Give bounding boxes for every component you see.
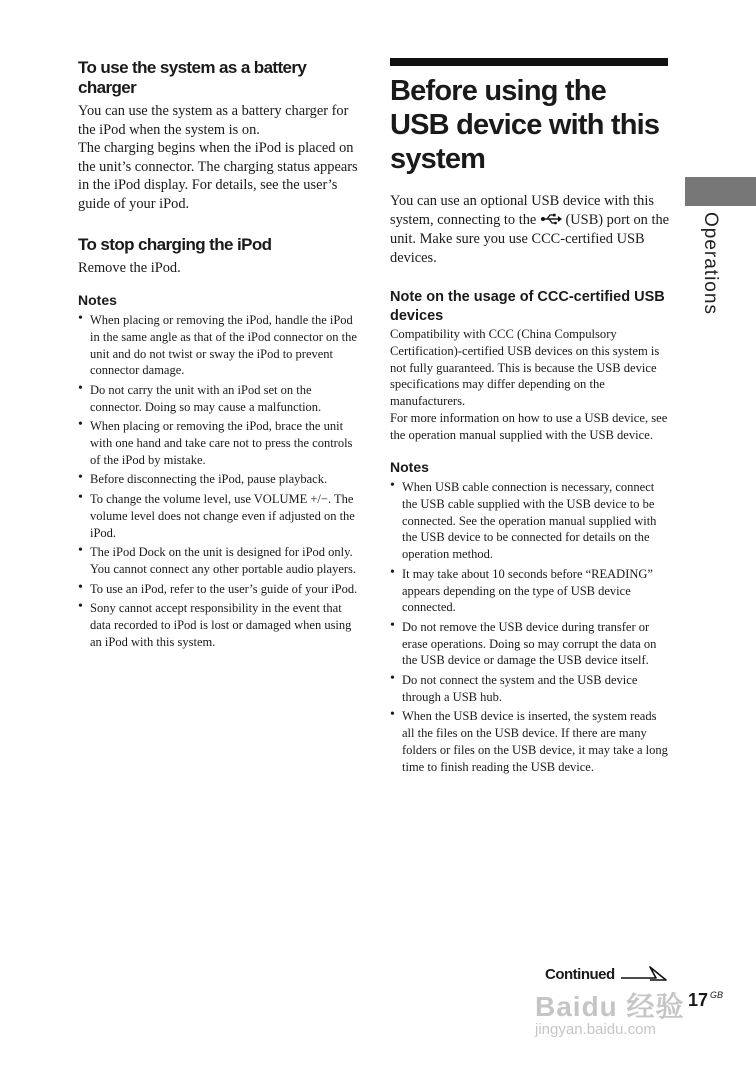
list-item: • When placing or removing the iPod, brace the unit with one hand and take care not to press the controls of the iPod by mistake. <box>78 418 358 468</box>
right-notes-heading: Notes <box>390 459 429 476</box>
list-item: • The iPod Dock on the unit is designed for iPod only. You cannot connect any other portable audio players. <box>78 544 358 577</box>
section-tab <box>685 177 756 206</box>
watermark-main: Baidu 经验 <box>535 991 685 1022</box>
charger-heading: To use the system as a battery charger <box>78 58 307 97</box>
page-number: 17 <box>688 990 709 1010</box>
charger-paragraph-2: The charging begins when the iPod is placed on the unit’s connector. The charging status appears in the iPod display. For details, see the user’s guide of your iPod. <box>78 140 358 212</box>
continued-label: Continued <box>545 966 615 983</box>
ccc-paragraph-1: Compatibility with CCC (China Compulsory Certification)-certified USB devices on this system is not fully guaranteed. This is because the USB device specifications may differ depending on the manufacturers. <box>390 327 660 409</box>
right-column <box>390 58 670 778</box>
usb-intro-after-icon: (USB) port on the unit. Make sure you use CCC-certified USB devices. <box>390 211 670 266</box>
section-label: Operations <box>700 212 721 315</box>
page-title: Before using the USB device with this system <box>390 75 660 175</box>
ccc-heading: Note on the usage of CCC-certified USB devices <box>390 289 665 325</box>
watermark-sub: jingyan.baidu.com <box>535 1021 656 1038</box>
right-notes-list <box>390 479 670 775</box>
list-item: • It may take about 10 seconds before “READING” appears depending on the type of USB device connected. <box>390 566 670 616</box>
usb-intro-before-icon: You can use an optional USB device with this system, connecting to the <box>390 193 654 228</box>
section-rule <box>390 58 668 66</box>
list-item: • When USB cable connection is necessary, connect the USB cable supplied with the USB device to be connected. See the operation manual supplied with the USB device to be connected for details on the operation method. <box>390 479 670 563</box>
list-item: • Do not carry the unit with an iPod set on the connector. Doing so may cause a malfunction. <box>78 382 358 415</box>
stop-charging-paragraph: Remove the iPod. <box>78 259 181 276</box>
list-item: • When the USB device is inserted, the system reads all the files on the USB device. If there are many folders or files on the USB device, it may take a long time to finish reading the USB device. <box>390 708 670 775</box>
list-item: • When placing or removing the iPod, handle the iPod in the same angle as that of the iPod connector on the unit and do not twist or sway the iPod to prevent connector damage. <box>78 312 358 379</box>
usb-icon <box>540 212 562 231</box>
list-item: • To change the volume level, use VOLUME +/−. The volume level does not change even if adjusted on the iPod. <box>78 491 358 541</box>
left-notes-heading: Notes <box>78 292 117 309</box>
left-notes-list <box>78 312 358 650</box>
list-item: • Before disconnecting the iPod, pause playback. <box>78 471 358 488</box>
list-item: • To use an iPod, refer to the user’s guide of your iPod. <box>78 581 358 598</box>
usb-intro-paragraph <box>390 192 670 267</box>
ccc-paragraph-2: For more information on how to use a USB device, see the operation manual supplied with the USB device. <box>390 410 668 442</box>
charger-paragraph-1: You can use the system as a battery charger for the iPod when the system is on. <box>78 103 349 138</box>
left-column <box>78 58 358 654</box>
page-suffix: GB <box>710 990 724 1000</box>
list-item: • Do not remove the USB device during transfer or erase operations. Doing so may corrupt the data on the USB device or damage the USB device itself. <box>390 619 670 669</box>
stop-charging-heading: To stop charging the iPod <box>78 234 272 254</box>
continued-arrow-icon <box>620 964 668 984</box>
list-item: • Sony cannot accept responsibility in the event that data recorded to iPod is lost or damaged when using an iPod with this system. <box>78 600 358 650</box>
list-item: • Do not connect the system and the USB device through a USB hub. <box>390 672 670 705</box>
